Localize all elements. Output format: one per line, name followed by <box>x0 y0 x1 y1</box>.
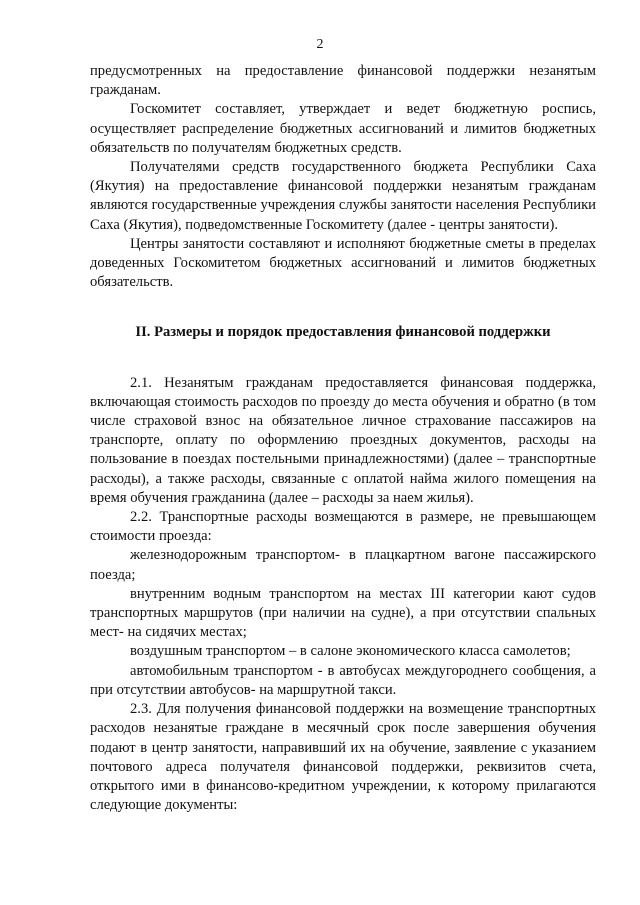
paragraph-goskomitet-budget: Госкомитет составляет, утверждает и ведет бюджетную роспись, осуществляет распределение бюджетных ассигнований и лимитов бюджетных обязательств по получателям бюджетных средств. <box>90 101 596 156</box>
paragraph-budget-recipients: Получателями средств государственного бюджета Республики Саха (Якутия) на предоставление финансовой поддержки незанятым гражданам являются государственные учреждения службы занятости населения Республики Саха (Якутия), подведомственные Госкомитету (далее - центры занятости). <box>90 159 596 233</box>
section-heading: II. Размеры и порядок предоставления финансовой поддержки <box>135 324 551 341</box>
paragraph-continuation: предусмотренных на предоставление финансовой поддержки незанятым гражданам. <box>90 63 596 99</box>
list-item-water: внутренним водным транспортом на местах III категории кают судов транспортных маршрутов (при наличии на судне), а при отсутствии спальных мест- на сидячих местах; <box>90 585 596 641</box>
list-item-auto: автомобильным транспортом - в автобусах междугороднего сообщения, а при отсутствии автобусов- на маршрутной такси. <box>90 662 596 698</box>
paragraph-2-2: 2.2. Транспортные расходы возмещаются в размере, не превышающем стоимости проезда: <box>90 509 596 545</box>
list-item-railway: железнодорожным транспортом- в плацкартном вагоне пассажирского поезда; <box>90 547 596 583</box>
paragraph-2-1: 2.1. Незанятым гражданам предоставляется финансовая поддержка, включающая стоимость расходов по проезду до места обучения и обратно (в том числе страховой взнос на обязательное личное страхование пассажиров на транспорте, оплату по оформлению проездных документов, расходы на пользование в поездах постельными принадлежностями) (далее – транспортные расходы), а также расходы, связанные с оплатой найма жилого помещения на время обучения гражданина (далее – расходы за наем жилья). <box>90 374 596 506</box>
paragraph-2-3: 2.3. Для получения финансовой поддержки на возмещение транспортных расходов незанятые граждане в месячный срок после завершения обучения подают в центр занятости, направивший их на обучение, заявление с указанием почтового адреса получателя финансовой поддержки, реквизитов счета, открытого ими в финансово-кредитном учреждении, к которому прилагаются следующие документы: <box>90 701 596 814</box>
page-number: 2 <box>316 37 324 52</box>
document-body <box>90 62 596 815</box>
paragraph-employment-centers: Центры занятости составляют и исполняют бюджетные сметы в пределах доведенных Госкомитетом бюджетных ассигнований и лимитов бюджетных обязательств. <box>90 235 596 291</box>
list-item-air: воздушным транспортом – в салоне экономического класса самолетов; <box>130 643 571 660</box>
